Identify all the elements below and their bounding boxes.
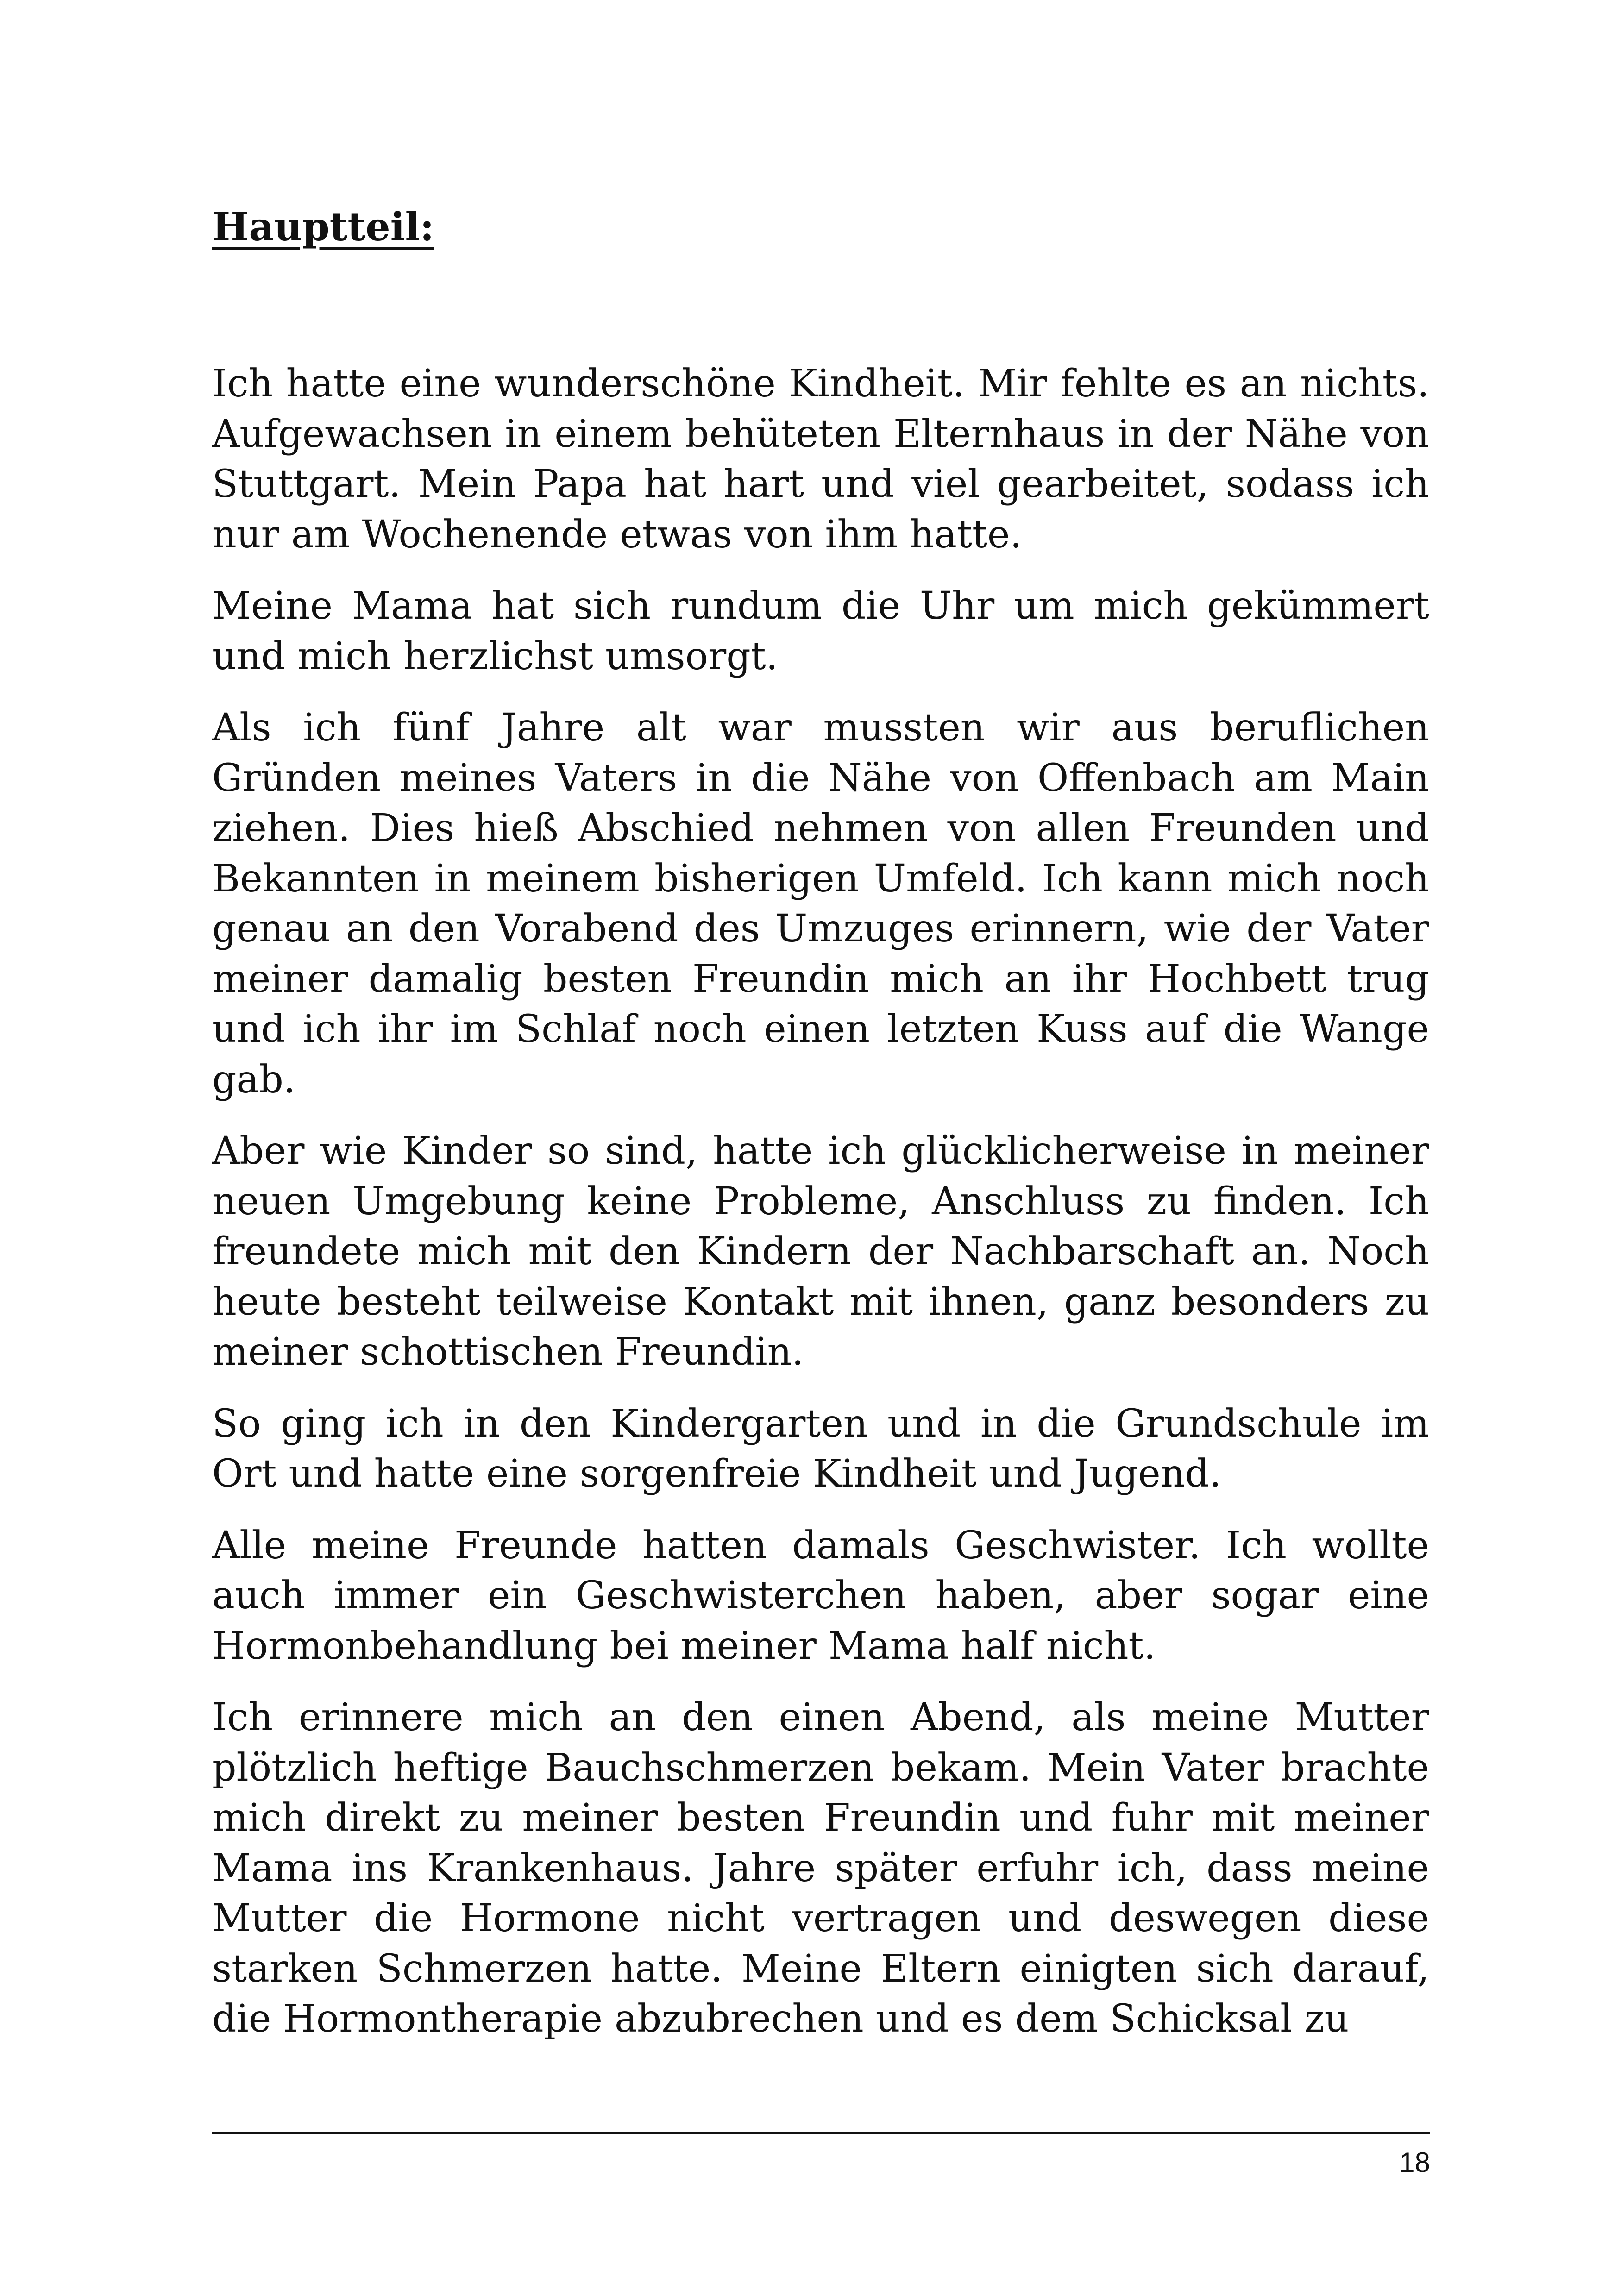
paragraph: So ging ich in den Kindergarten und in die Grundschule im Ort und hatte eine sorgenfreie Kindheit und Jugend. <box>212 1401 1429 1496</box>
page-number: 18 <box>1399 2147 1430 2178</box>
body-text <box>212 359 1429 2066</box>
paragraph: Aber wie Kinder so sind, hatte ich glücklicherweise in meiner neuen Umgebung keine Probleme, Anschluss zu finden. Ich freundete mich mit den Kindern der Nachbarschaft an. Noch heute besteht teilweise Kontakt mit ihnen, ganz besonders zu meiner schottischen Freundin. <box>212 1129 1429 1374</box>
footer-divider <box>212 2132 1430 2134</box>
paragraph: Meine Mama hat sich rundum die Uhr um mich gekümmert und mich herzlichst umsorgt. <box>212 584 1429 678</box>
paragraph: Ich erinnere mich an den einen Abend, als meine Mutter plötzlich heftige Bauchschmerzen bekam. Mein Vater brachte mich direkt zu meiner besten Freundin und fuhr mit meiner Mama ins Krankenhaus. Jahre später erfuhr ich, dass meine Mutter die Hormone nicht vertragen und deswegen diese starken Schmerzen hatte. Meine Eltern einigten sich darauf, die Hormontherapie abzubrechen und es dem Schicksal zu <box>212 1695 1429 2041</box>
paragraph: Als ich fünf Jahre alt war mussten wir aus beruflichen Gründen meines Vaters in die Nähe von Offenbach am Main ziehen. Dies hieß Abschied nehmen von allen Freunden und Bekannten in meinem bisherigen Umfeld. Ich kann mich noch genau an den Vorabend des Umzuges erinnern, wie der Vater meiner damalig besten Freundin mich an ihr Hochbett trug und ich ihr im Schlaf noch einen letzten Kuss auf die Wange gab. <box>212 706 1429 1102</box>
paragraph: Ich hatte eine wunderschöne Kindheit. Mir fehlte es an nichts. Aufgewachsen in einem behüteten Elternhaus in der Nähe von Stuttgart. Mein Papa hat hart und viel gearbeitet, sodass ich nur am Wochenende etwas von ihm hatte. <box>212 362 1429 557</box>
section-heading: Hauptteil: <box>212 204 434 250</box>
paragraph: Alle meine Freunde hatten damals Geschwister. Ich wollte auch immer ein Geschwisterchen haben, aber sogar eine Hormonbehandlung bei meiner Mama half nicht. <box>212 1523 1429 1668</box>
